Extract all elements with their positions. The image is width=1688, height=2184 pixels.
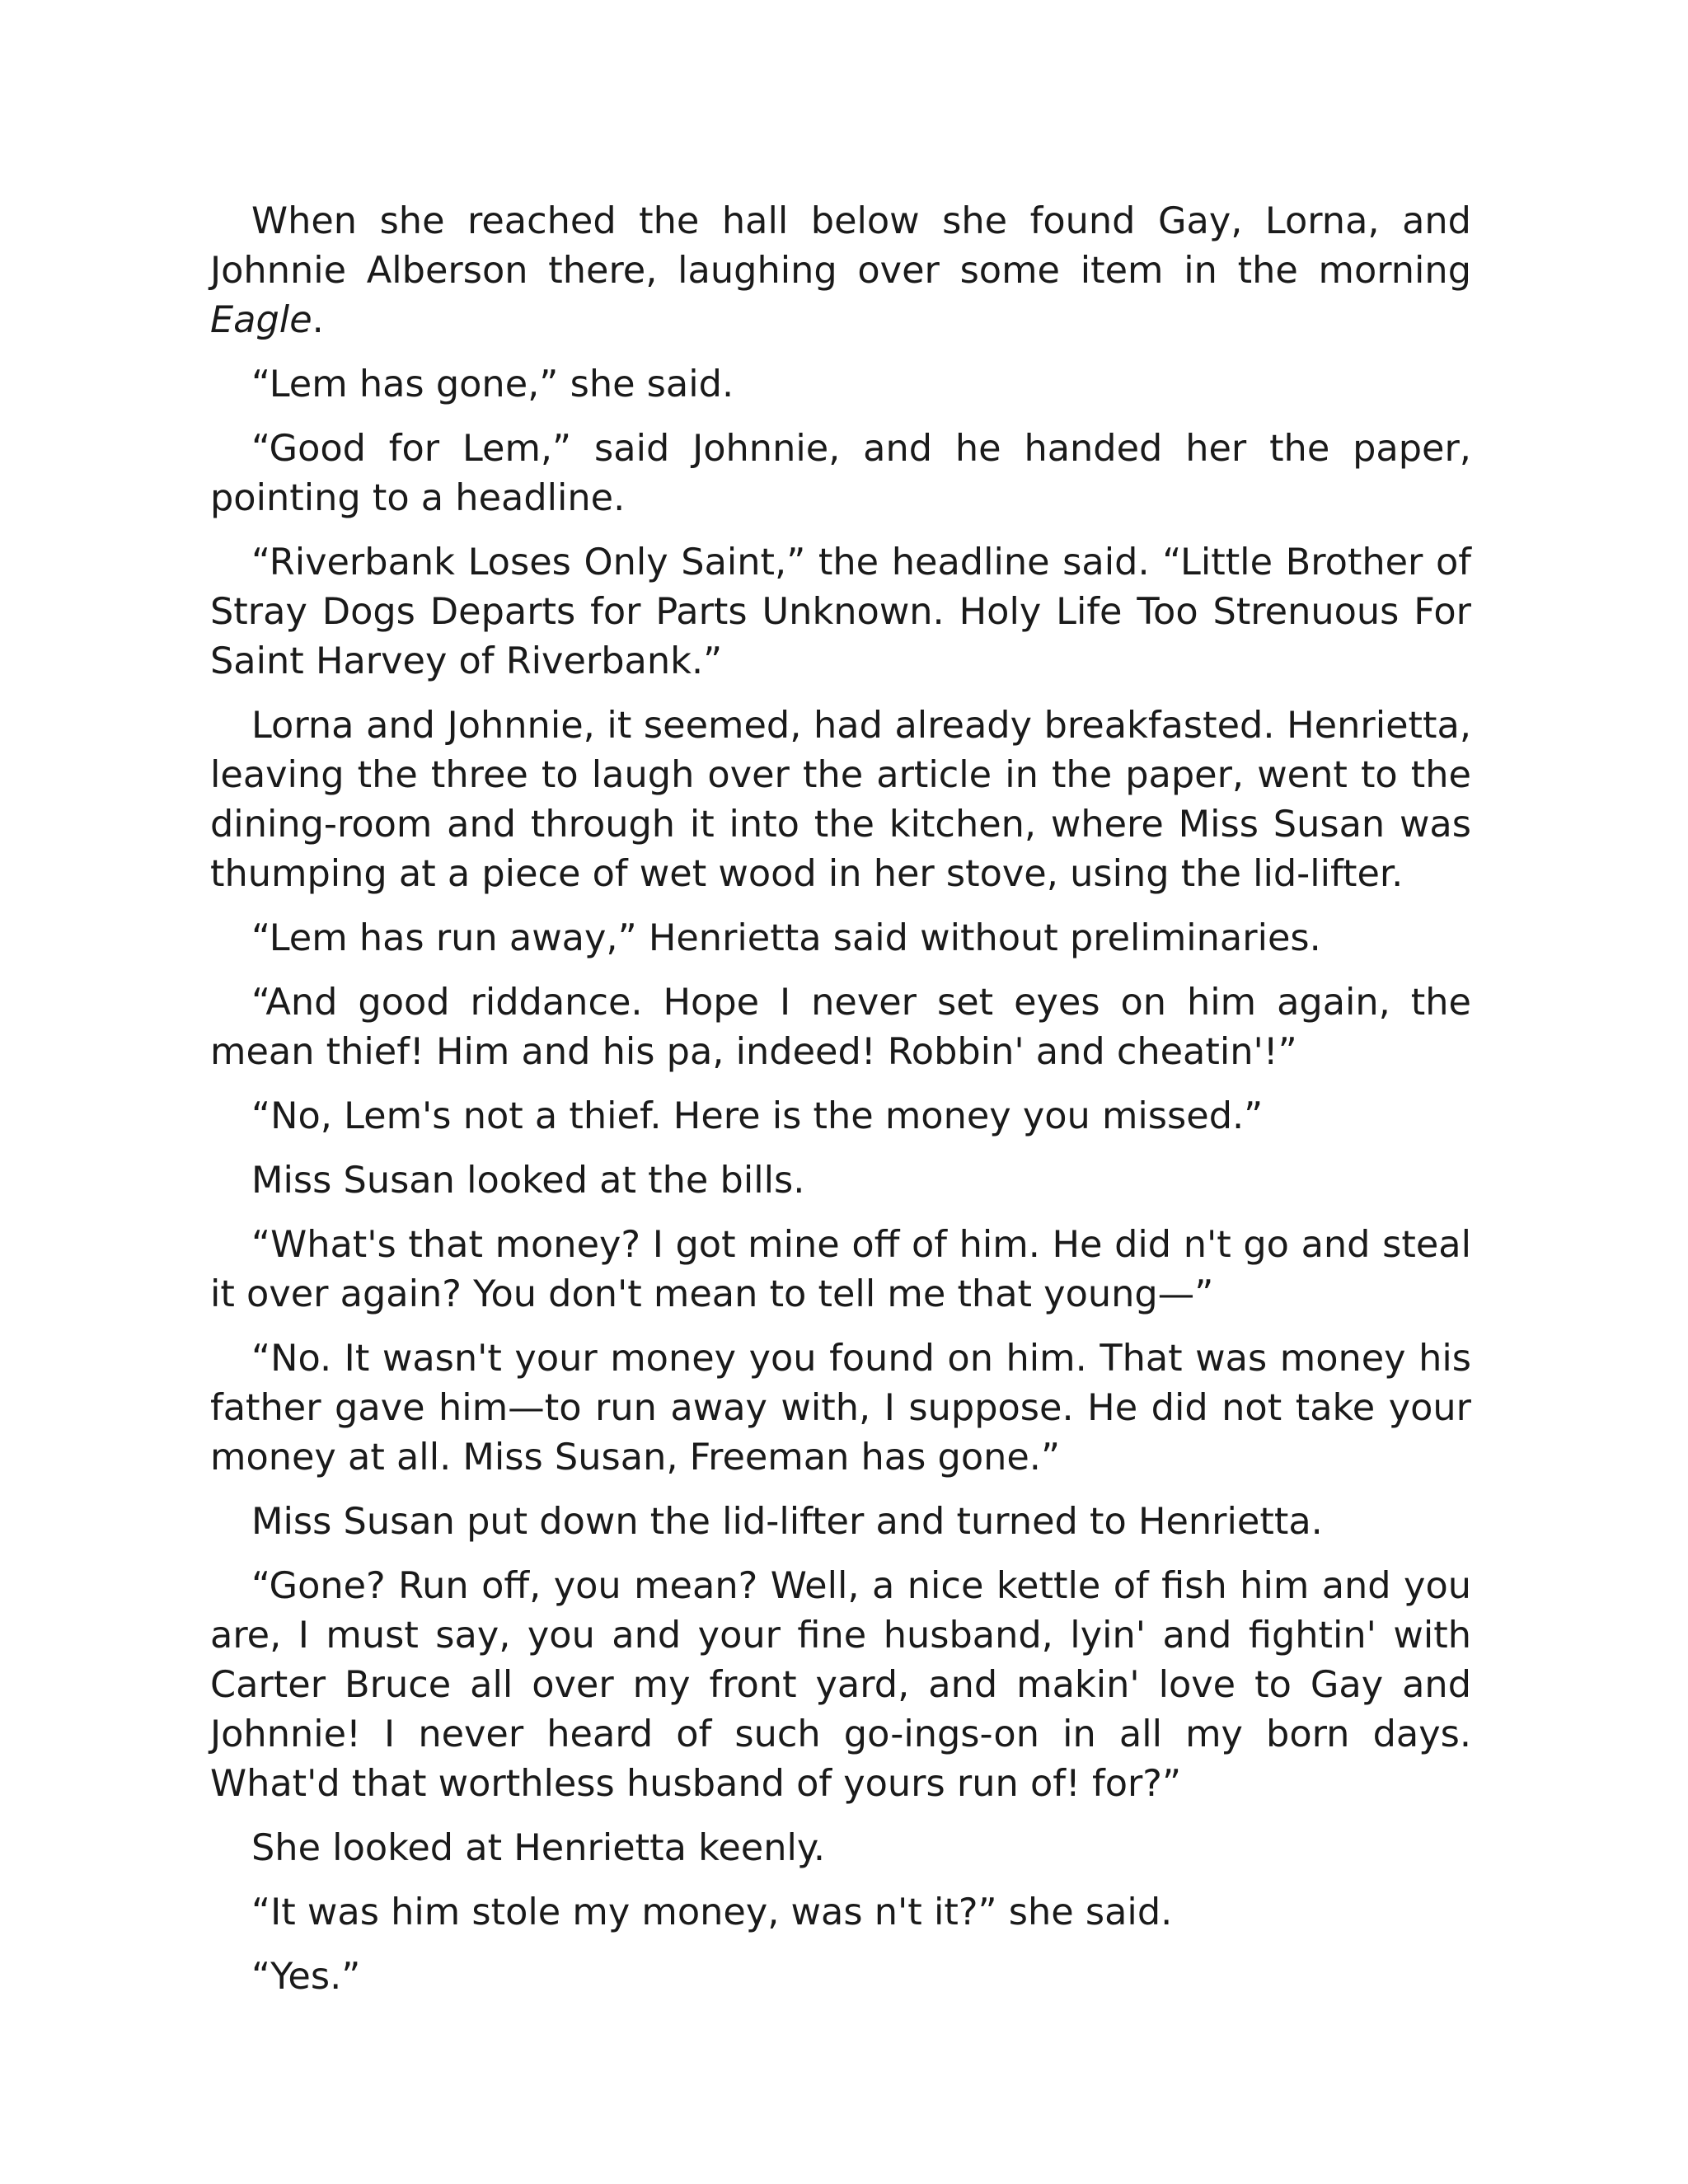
newspaper-name: Eagle (210, 298, 312, 341)
paragraph-16: “Yes.” (251, 1955, 361, 1998)
paragraph-3: “Good for Lem,” said Johnnie, and he handed her the paper, pointing to a headline. (210, 427, 1471, 519)
paragraph-6: “Lem has run away,” Henrietta said without preliminaries. (251, 916, 1321, 959)
paragraph-11: “No. It wasn't your money you found on him. That was money his father gave him—to run away with, I suppose. He did not take your money at all. Miss Susan, Freeman has gone.” (210, 1337, 1471, 1479)
paragraph-1-end: . (312, 298, 324, 341)
paragraph-8: “No, Lem's not a thief. Here is the money you missed.” (251, 1094, 1264, 1137)
paragraph-5: Lorna and Johnnie, it seemed, had already breakfasted. Henrietta, leaving the three to laugh over the article in the paper, went to the dining-room and through it into the kitchen, where Miss Susan was thumping at a piece of wet wood in her stove, using the lid-lifter. (210, 704, 1471, 895)
paragraph-14: She looked at Henrietta keenly. (251, 1826, 826, 1869)
paragraph-10: “What's that money? I got mine off of him. He did n't go and steal it over again? You don't mean to tell me that young—” (210, 1223, 1471, 1315)
paragraph-2: “Lem has gone,” she said. (251, 363, 734, 405)
document-page (210, 196, 1471, 2016)
paragraph-7: “And good riddance. Hope I never set eyes on him again, the mean thief! Him and his pa, indeed! Robbin' and cheatin'!” (210, 981, 1471, 1073)
paragraph-1 (210, 196, 1471, 344)
paragraph-15: “It was him stole my money, was n't it?” she said. (251, 1891, 1173, 1933)
paragraph-1-text: When she reached the hall below she found Gay, Lorna, and Johnnie Alberson there, laughing over some item in the morning (210, 199, 1471, 292)
paragraph-12: Miss Susan put down the lid-lifter and turned to Henrietta. (251, 1500, 1323, 1543)
paragraph-13: “Gone? Run off, you mean? Well, a nice kettle of fish him and you are, I must say, you and your fine husband, lyin' and fightin' with Carter Bruce all over my front yard, and makin' love to Gay and Johnnie! I never heard of such go-ings-on in all my born days. What'd that worthless husband of yours run of! for?” (210, 1564, 1471, 1805)
paragraph-4: “Riverbank Loses Only Saint,” the headline said. “Little Brother of Stray Dogs Departs for Parts Unknown. Holy Life Too Strenuous For Saint Harvey of Riverbank.” (210, 541, 1471, 682)
paragraph-9: Miss Susan looked at the bills. (251, 1159, 805, 1202)
